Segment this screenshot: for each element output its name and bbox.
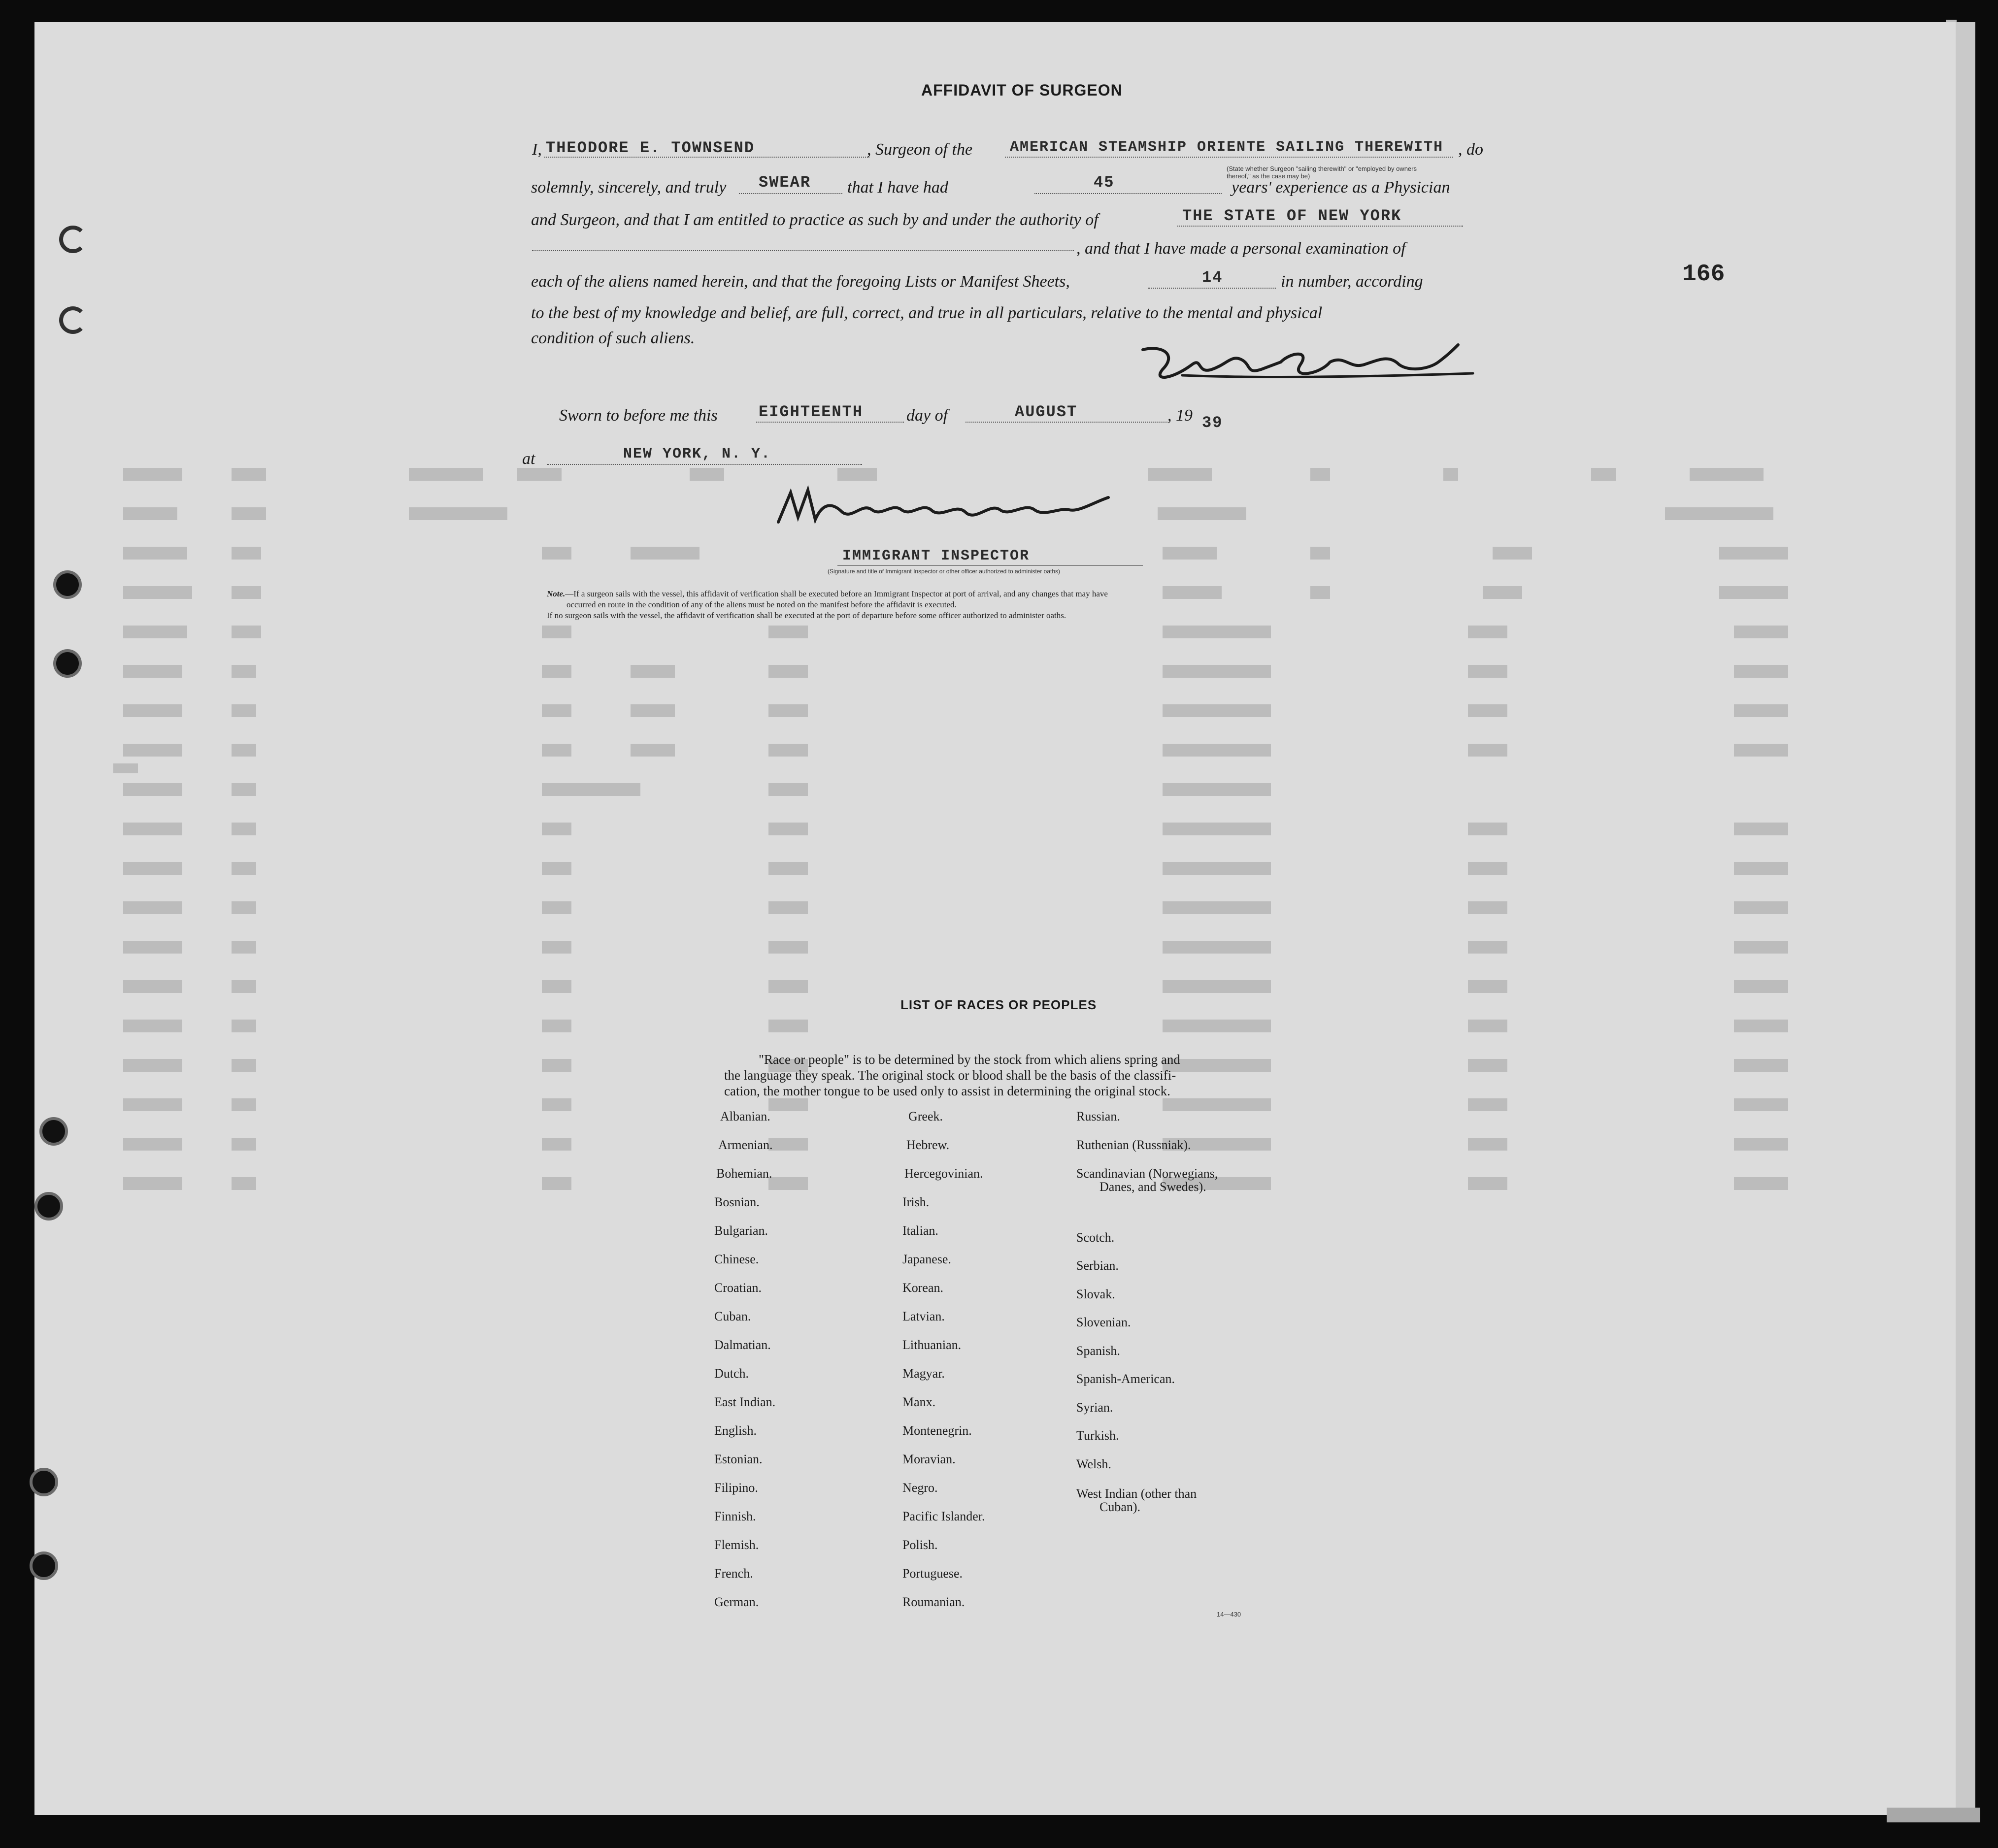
race-item: West Indian (other than bbox=[1076, 1486, 1197, 1501]
punch-hole-icon bbox=[53, 570, 82, 599]
races-intro-2: the language they speak. The original stock or blood shall be the basis of the classifi- bbox=[724, 1068, 1176, 1083]
race-item: Polish. bbox=[902, 1538, 938, 1552]
race-item: Armenian. bbox=[718, 1138, 773, 1152]
race-item: Greek. bbox=[908, 1109, 943, 1123]
race-item: Estonian. bbox=[714, 1452, 763, 1466]
race-item: Dalmatian. bbox=[714, 1338, 771, 1352]
note-line2: occurred en route in the condition of any of the aliens must be noted on the manifest before the affidavit is executed. bbox=[566, 600, 957, 609]
race-item: Irish. bbox=[902, 1195, 930, 1209]
race-item: Albanian. bbox=[720, 1109, 770, 1123]
race-item: Korean. bbox=[902, 1281, 944, 1295]
signature-stroke bbox=[1133, 335, 1478, 389]
race-item: Spanish-American. bbox=[1076, 1372, 1175, 1386]
years-value: 45 bbox=[1094, 173, 1115, 192]
race-item: French. bbox=[714, 1566, 753, 1581]
years-label: years' experience as a Physician bbox=[1232, 178, 1450, 197]
oath-type: SWEAR bbox=[759, 173, 811, 192]
race-item: Hercegovinian. bbox=[904, 1166, 983, 1181]
races-intro-1: "Race or people" is to be determined by the stock from which aliens spring and bbox=[759, 1052, 1180, 1067]
race-item: Hebrew. bbox=[906, 1138, 950, 1152]
race-item: Roumanian. bbox=[902, 1595, 965, 1609]
number-label: in number, according bbox=[1281, 272, 1423, 291]
sworn-place: NEW YORK, N. Y. bbox=[623, 446, 771, 462]
race-item: Spanish. bbox=[1076, 1344, 1120, 1358]
sworn-month: AUGUST bbox=[1015, 403, 1078, 421]
race-item: Serbian. bbox=[1076, 1258, 1119, 1273]
race-item: Danes, and Swedes). bbox=[1099, 1180, 1206, 1194]
vessel-name: AMERICAN STEAMSHIP ORIENTE SAILING THEREWITH bbox=[1010, 139, 1444, 156]
race-item: Bosnian. bbox=[714, 1195, 760, 1209]
race-item: Slovak. bbox=[1076, 1287, 1115, 1301]
punch-hole-icon bbox=[30, 1551, 58, 1580]
authority-value: THE STATE OF NEW YORK bbox=[1182, 207, 1402, 225]
aliens-label: each of the aliens named herein, and that the foregoing Lists or Manifest Sheets, bbox=[531, 272, 1070, 291]
races-intro-3: cation, the mother tongue to be used only to assist in determining the original stock. bbox=[724, 1084, 1170, 1098]
inspector-caption: (Signature and title of Immigrant Inspector or other officer authorized to administer oaths) bbox=[828, 568, 1061, 575]
note-block bbox=[547, 589, 1532, 621]
race-item: Manx. bbox=[902, 1395, 936, 1409]
had-label: that I have had bbox=[847, 178, 948, 197]
race-item: Ruthenian (Russniak). bbox=[1076, 1138, 1191, 1152]
punch-hole-icon bbox=[53, 649, 82, 678]
race-item: Moravian. bbox=[902, 1452, 956, 1466]
race-item: Magyar. bbox=[902, 1366, 945, 1381]
note-line1: —If a surgeon sails with the vessel, this affidavit of verification shall be executed before an Immigrant Inspector at port of arrival, and any changes that may have bbox=[565, 589, 1108, 598]
race-item: Flemish. bbox=[714, 1538, 759, 1552]
race-item: Bohemian. bbox=[716, 1166, 772, 1181]
condition-label: condition of such aliens. bbox=[531, 329, 695, 347]
solemnly-label: solemnly, sincerely, and truly bbox=[531, 178, 727, 197]
page-number: 166 bbox=[1682, 261, 1725, 288]
at-label: at bbox=[522, 450, 535, 468]
race-item: Dutch. bbox=[714, 1366, 749, 1381]
race-item: Russian. bbox=[1076, 1109, 1120, 1123]
punch-hole-icon bbox=[34, 1192, 63, 1221]
race-item: Chinese. bbox=[714, 1252, 759, 1266]
race-item: Filipino. bbox=[714, 1481, 758, 1495]
race-item: East Indian. bbox=[714, 1395, 776, 1409]
race-item: Syrian. bbox=[1076, 1400, 1113, 1415]
surgeon-of-label: , Surgeon of the bbox=[867, 140, 973, 159]
race-item: Turkish. bbox=[1076, 1428, 1119, 1443]
race-item: Portuguese. bbox=[902, 1566, 963, 1581]
inspector-signature-stroke bbox=[768, 483, 1123, 532]
race-item: Latvian. bbox=[902, 1309, 945, 1323]
sworn-label: Sworn to before me this bbox=[559, 406, 718, 425]
vessel-note: (State whether Surgeon "sailing therewith" or "employed by owners thereof," as the case may be) bbox=[1227, 165, 1417, 180]
surgeon-name: THEODORE E. TOWNSEND bbox=[546, 139, 755, 157]
race-item: Scotch. bbox=[1076, 1230, 1115, 1245]
sworn-day: EIGHTEENTH bbox=[759, 403, 864, 421]
races-title: LIST OF RACES OR PEOPLES bbox=[900, 997, 1097, 1012]
inspector-title: IMMIGRANT INSPECTOR bbox=[842, 548, 1030, 564]
race-item: Croatian. bbox=[714, 1281, 762, 1295]
race-item: Negro. bbox=[902, 1481, 938, 1495]
day-of-label: day of bbox=[906, 406, 948, 425]
race-item: Japanese. bbox=[902, 1252, 951, 1266]
year-prefix: , 19 bbox=[1167, 406, 1193, 425]
race-item: German. bbox=[714, 1595, 759, 1609]
i-prefix: I, bbox=[532, 140, 542, 159]
race-item: Welsh. bbox=[1076, 1457, 1111, 1471]
entitled-label: and Surgeon, and that I am entitled to practice as such by and under the authority of bbox=[531, 211, 1099, 229]
punch-hole-icon bbox=[30, 1468, 58, 1496]
race-item: English. bbox=[714, 1423, 757, 1438]
race-item: Bulgarian. bbox=[714, 1223, 768, 1238]
form-number: 14—430 bbox=[1217, 1611, 1241, 1618]
note-line3: If no surgeon sails with the vessel, the affidavit of verification shall be executed at the port of departure before some officer authorized to administer oaths. bbox=[547, 611, 1066, 620]
sworn-year: 39 bbox=[1202, 414, 1223, 432]
binder-ring-icon bbox=[59, 226, 87, 253]
binder-ring-icon bbox=[59, 306, 87, 334]
race-item: Finnish. bbox=[714, 1509, 756, 1523]
sheets-value: 14 bbox=[1202, 268, 1223, 287]
race-item: Lithuanian. bbox=[902, 1338, 962, 1352]
race-item: Scandinavian (Norwegians, bbox=[1076, 1166, 1218, 1181]
page-stack-bottom bbox=[1887, 1808, 1980, 1822]
do-label: , do bbox=[1458, 140, 1483, 159]
races-intro bbox=[724, 1052, 1281, 1099]
punch-hole-icon bbox=[39, 1117, 68, 1146]
affidavit-title: AFFIDAVIT OF SURGEON bbox=[921, 81, 1123, 99]
examination-label: , and that I have made a personal examination of bbox=[1076, 239, 1406, 258]
race-item: Cuban). bbox=[1099, 1500, 1141, 1514]
race-item: Pacific Islander. bbox=[902, 1509, 985, 1523]
note-label: Note. bbox=[547, 589, 566, 598]
race-item: Cuban. bbox=[714, 1309, 751, 1323]
race-item: Montenegrin. bbox=[902, 1423, 972, 1438]
knowledge-label: to the best of my knowledge and belief, are full, correct, and true in all particulars, relative to the mental and physical bbox=[531, 304, 1323, 322]
race-item: Italian. bbox=[902, 1223, 938, 1238]
race-item: Slovenian. bbox=[1076, 1315, 1131, 1329]
